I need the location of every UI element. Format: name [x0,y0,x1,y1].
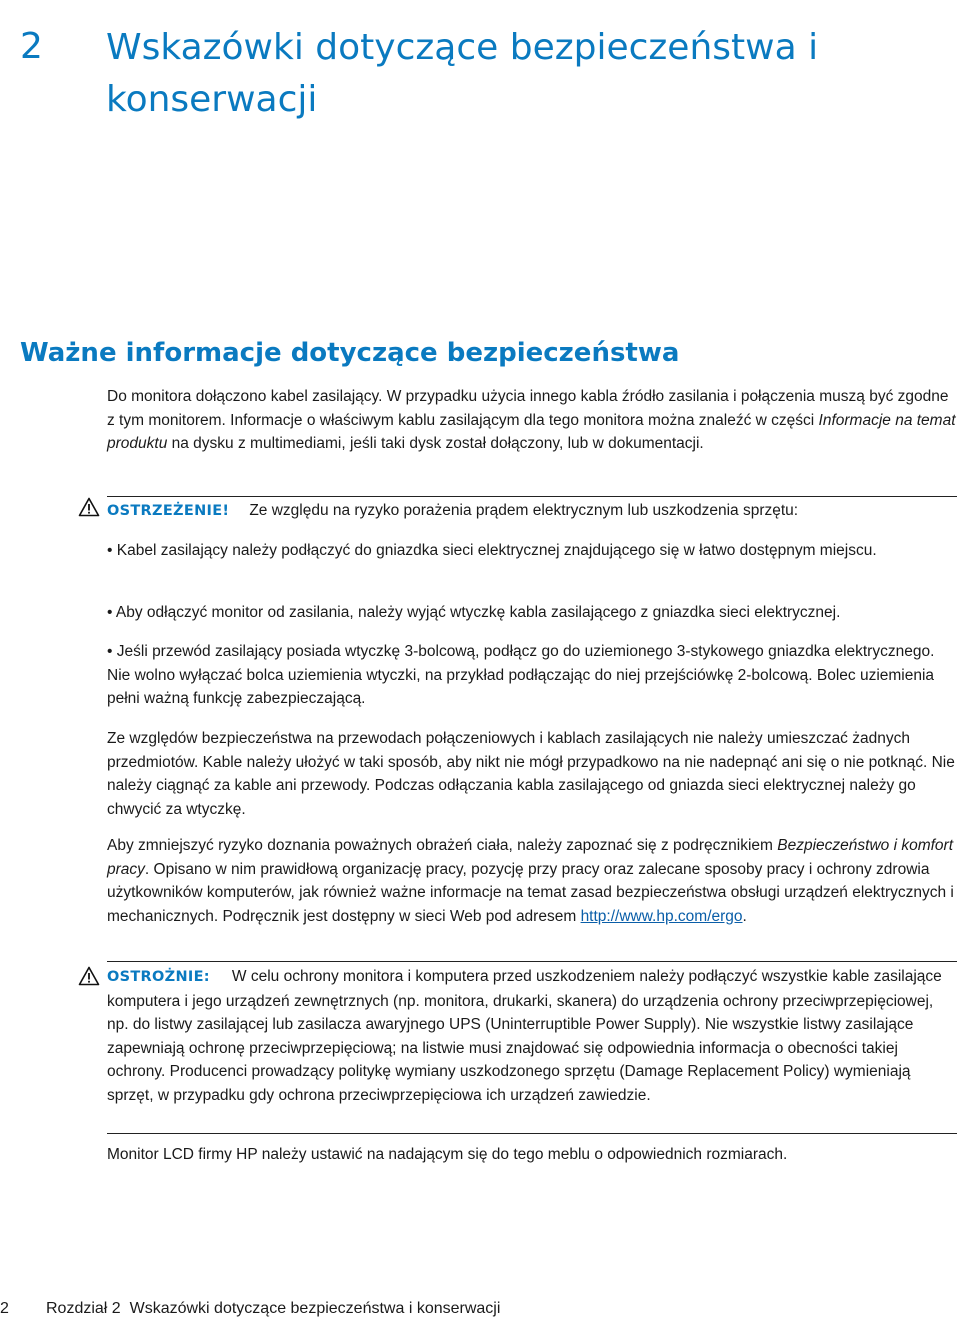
final-paragraph: Monitor LCD firmy HP należy ustawić na nadającym się do tego meblu o odpowiednich rozmiarach. [107,1146,788,1163]
warning-bullet-1 [107,539,957,563]
para2-text-b: . Opisano w nim prawidłową organizację pracy, pozycję przy pracy oraz zalecane sposoby pracy i ochrony zdrowia użytkowników komputerów, jak również ważne informacje na temat zasad bezpieczeństwa obsługi urządzeń elektrycznych i mechanicznych. Podręcznik jest dostępny w sieci Web pod adresem [107,860,954,925]
para2-text-c: . [742,907,747,925]
para2-italic: Bezpieczeństwo i komfort pracy [107,837,954,878]
para2-text-a: Aby zmniejszyć ryzyko doznania poważnych obrażeń ciała, należy zapoznać się z podręcznikiem [107,837,778,854]
warning-rule-top [107,496,957,497]
ergo-link[interactable]: http://www.hp.com/ergo [580,907,743,925]
warning-triangle-icon [78,497,100,517]
intro-paragraph [107,385,957,456]
caution-rule-top [107,961,957,962]
intro-text-1: Do monitora dołączono kabel zasilający. W przypadku użycia innego kabla źródło zasilania i połączenia muszą być zgodne z tym monitorem. Informacje o właściwym kablu zasilającym dla tego monitora można znaleźć w części [107,388,949,429]
intro-italic: Informacje na temat produktu [107,411,956,452]
warning-bullet-3 [107,640,957,711]
intro-text-2: na dysku z multimediami, jeśli taki dysk został dołączony, lub w dokumentacji. [167,435,704,452]
bullet-mark: • [107,604,113,621]
chapter-number: 2 [20,26,43,67]
bullet-text: Kabel zasilający należy podłączyć do gniazdka sieci elektrycznej znajdującego się w łatwo dostępnym miejscu. [116,542,877,559]
warning-intro-text: Ze względu na ryzyko porażenia prądem elektrycznym lub uszkodzenia sprzętu: [249,502,799,519]
bullet-text: Aby odłączyć monitor od zasilania, należy wyjąć wtyczkę kabla zasilającego z gniazdka sieci elektrycznej. [115,604,841,621]
warning-triangle-icon [78,966,100,986]
warning-header [107,499,957,524]
bullet-mark: • [107,542,113,559]
bullet-mark: • [107,643,113,660]
chapter-title: Wskazówki dotyczące bezpieczeństwa i konserwacji [106,27,819,120]
section-title: Ważne informacje dotyczące bezpieczeństwa [20,338,680,368]
caution-rule-bottom [107,1133,957,1134]
footer-chapter-text: Rozdział 2 Wskazówki dotyczące bezpieczeństwa i konserwacji [46,1300,501,1317]
warning-paragraph-2 [107,834,957,928]
warning-label: OSTRZEŻENIE! [107,503,230,519]
warning-bullet-2 [107,601,957,625]
footer-page-number: 2 [0,1300,9,1317]
caution-label: OSTROŻNIE: [107,969,210,985]
caution-paragraph [107,965,957,1107]
bullet-text: Jeśli przewód zasilający posiada wtyczkę 3-bolcową, podłącz go do uziemionego 3-stykowego gniazdka elektrycznego. Nie wolno wyłączać bolca uziemienia wtyczki, na przykład podłączając do niej przejściówkę 2-bolcową. Bolec uziemienia pełni ważną funkcję zabezpieczającą. [107,643,935,707]
warning-paragraph-1: Ze względów bezpieczeństwa na przewodach połączeniowych i kablach zasilających nie należy umieszczać żadnych przedmiotów. Kable należy ułożyć w taki sposób, aby nikt nie mógł przypadkowo na nie nadepnąć ani się o nie potknąć. Nie należy ciągnąć za kable ani przewody. Podczas odłączania kabla zasilającego od gniazda sieci elektrycznej należy go chwycić za wtyczkę. [107,730,955,818]
caution-text: W celu ochrony monitora i komputera przed uszkodzeniem należy podłączyć wszystkie kable zasilające komputera i jego urządzeń zewnętrznych (np. monitora, drukarki, skanera) do urządzenia ochrony przeciwprzepięciowej, np. do listwy zasilającej lub zasilacza awaryjnego UPS (Uninterruptible Power Supply). Nie wszystkie listwy zasilające zapewniają ochronę przeciwprzepięciową; na listwie musi znajdować się odpowiednia informacja o obecności takiej ochrony. Producenci prowadzący politykę wymiany uszkodzonego sprzętu (Damage Replacement Policy) wymieniają sprzęt, w przypadku gdy ochrona przeciwprzepięciowa ich urządzeń zawiedzie. [107,968,942,1104]
